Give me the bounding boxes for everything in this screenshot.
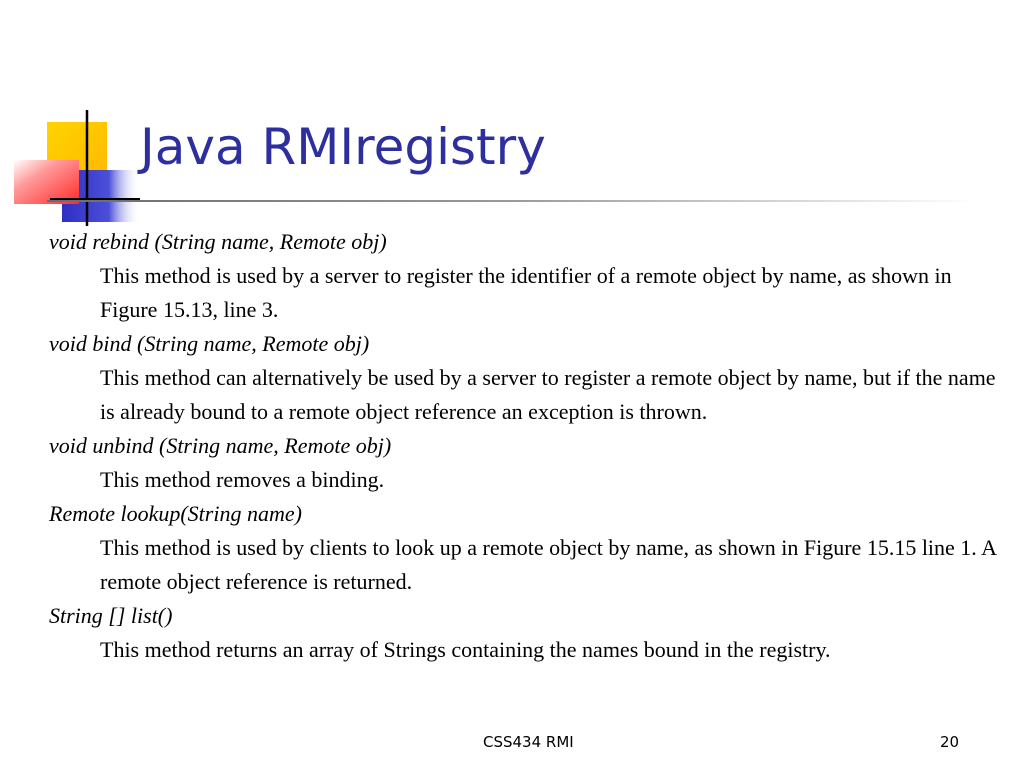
- method-signature: void unbind (String name, Remote obj): [49, 433, 392, 458]
- method-description: This method is used by clients to look up a remote object by name, as shown in Figure 15.15 line 1. A remote object reference is returned.: [100, 535, 996, 594]
- method-description: This method removes a binding.: [100, 467, 385, 492]
- title-divider: [47, 200, 977, 202]
- method-item-list: [49, 599, 999, 667]
- method-item-rebind: [49, 225, 999, 327]
- method-item-lookup: [49, 497, 999, 599]
- footer-page-number: 20: [940, 733, 960, 751]
- method-signature: Remote lookup(String name): [49, 501, 302, 526]
- method-description: This method is used by a server to register the identifier of a remote object by name, as shown in Figure 15.13, line 3.: [100, 263, 952, 322]
- method-signature: String [] list(): [49, 603, 173, 628]
- method-signature: void rebind (String name, Remote obj): [49, 229, 387, 254]
- method-item-unbind: [49, 429, 999, 497]
- decorative-logo: [0, 0, 140, 230]
- method-list: [49, 225, 999, 667]
- method-description: This method can alternatively be used by a server to register a remote object by name, but if the name is already bound to a remote object reference an exception is thrown.: [100, 365, 996, 424]
- logo-red-square: [14, 160, 79, 204]
- slide-title: Java RMIregistry: [140, 118, 546, 176]
- method-signature: void bind (String name, Remote obj): [49, 331, 370, 356]
- footer-course: CSS434 RMI: [483, 733, 574, 751]
- method-item-bind: [49, 327, 999, 429]
- method-description: This method returns an array of Strings containing the names bound in the registry.: [100, 637, 831, 662]
